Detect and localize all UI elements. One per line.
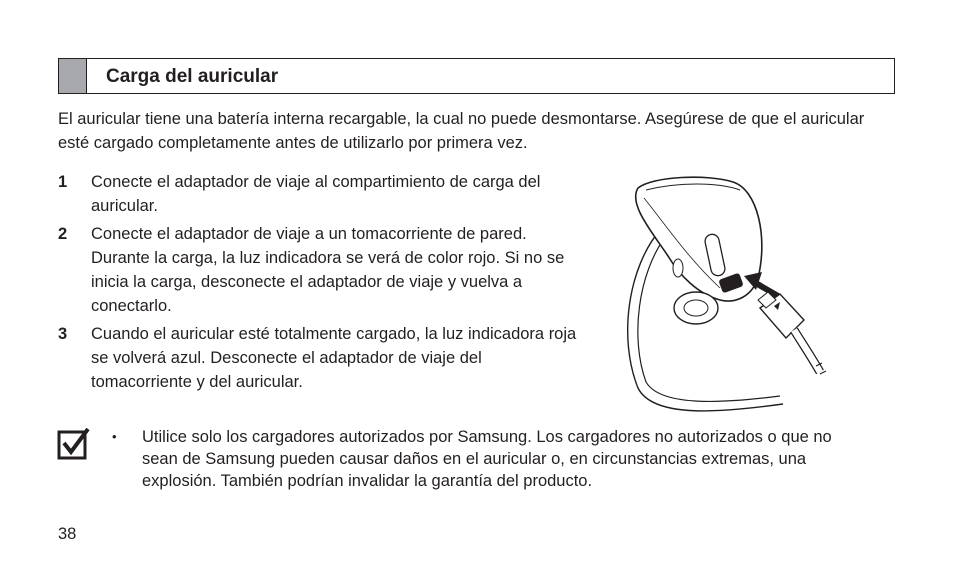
header-accent-block [59, 59, 87, 93]
checkbox-check-icon [57, 426, 91, 462]
note-text: Utilice solo los cargadores autorizados por Samsung. Los cargadores no autorizados o que no sean de Samsung pueden causar daños en el auricular o, en circunstancias extremas, una explosión. También podrían invalidar la garantía del producto. [142, 428, 832, 490]
bullet: • [112, 429, 117, 444]
step-item [58, 322, 578, 394]
intro-paragraph: El auricular tiene una batería interna recargable, la cual no puede desmontarse. Asegúrese de que el auricular esté cargado completamente antes de utilizarlo por primera vez. [58, 110, 865, 152]
step-text: Conecte el adaptador de viaje a un tomacorriente de pared. Durante la carga, la luz indicadora se verá de color rojo. Si no se inicia la carga, desconecte el adaptador de viaje y vuelva a conectarlo. [91, 225, 565, 315]
step-text: Cuando el auricular esté totalmente cargado, la luz indicadora roja se volverá azul. Desconecte el adaptador de viaje del tomacorriente y del auricular. [91, 325, 577, 391]
steps-list [58, 170, 578, 398]
step-item [58, 170, 578, 218]
section-title: Carga del auricular [106, 66, 279, 87]
step-item [58, 222, 578, 318]
step-number: 2 [58, 225, 68, 243]
page-number: 38 [58, 525, 77, 543]
step-number: 3 [58, 325, 68, 343]
step-text: Conecte el adaptador de viaje al compartimiento de carga del auricular. [91, 173, 541, 215]
section-header [58, 58, 895, 94]
step-number: 1 [58, 173, 68, 191]
headset-charging-illustration [608, 168, 848, 418]
